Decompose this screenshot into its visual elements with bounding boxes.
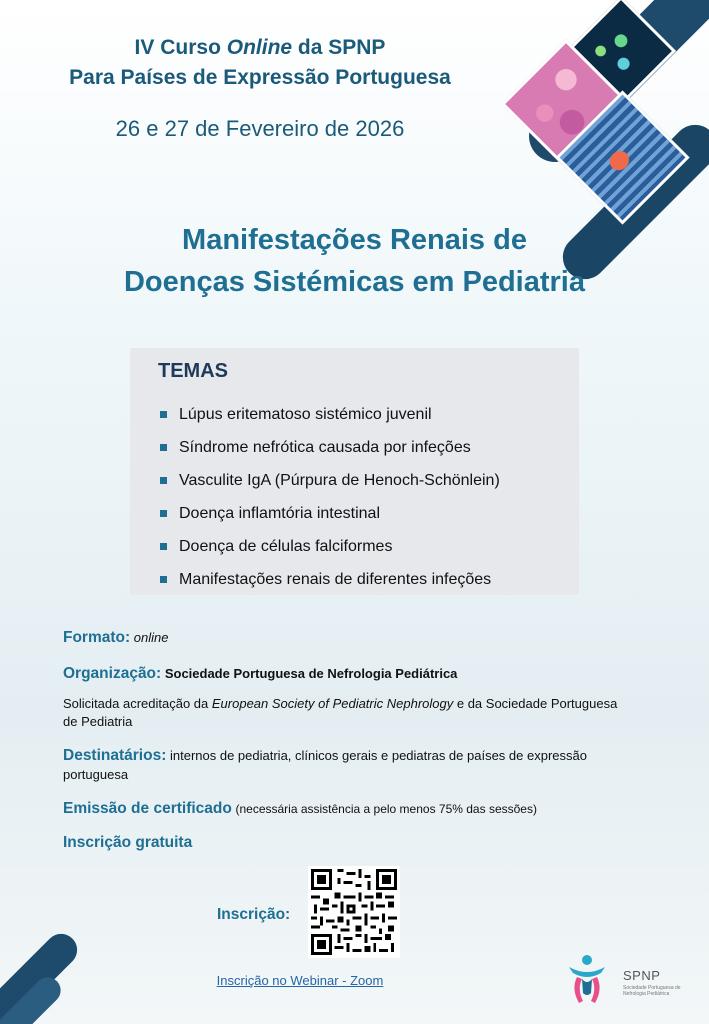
bullet-icon [160, 477, 167, 484]
theme-text: Vasculite IgA (Púrpura de Henoch-Schönlein) [179, 471, 500, 489]
theme-item [160, 431, 500, 464]
theme-text: Doença inflamtória intestinal [179, 504, 380, 522]
formato-label: Formato: [63, 629, 131, 646]
logo-subtitle: Sociedade Portuguesa de Nefrologia Pediátrica [623, 985, 681, 997]
spnp-logo-icon [567, 953, 607, 1007]
theme-item [160, 530, 500, 563]
acreditacao-pre: Solicitada acreditação da [63, 696, 212, 711]
inscricao-gratuita-label: Inscrição gratuita [63, 834, 193, 851]
acreditacao-text [63, 695, 617, 731]
course-title-pre: IV Curso [134, 36, 227, 59]
logo-name: SPNP [623, 968, 661, 983]
inscricao-gratuita [63, 834, 192, 852]
registration-qr-code[interactable] [308, 866, 400, 958]
themes-box [130, 348, 579, 595]
bullet-icon [160, 576, 167, 583]
theme-item [160, 497, 500, 530]
theme-item [160, 563, 500, 596]
formato-value: online [133, 630, 169, 645]
certificado-label: Emissão de certificado [63, 800, 232, 817]
formato-row [63, 629, 169, 647]
organizacao-label: Organização: [63, 665, 162, 682]
course-title-online: Online [226, 36, 293, 59]
zoom-webinar-link[interactable]: Inscrição no Webinar - Zoom [216, 973, 384, 988]
theme-text: Manifestações renais de diferentes infeções [179, 570, 492, 588]
destinatarios-row [63, 746, 587, 784]
certificado-row [63, 800, 537, 818]
course-date: 26 e 27 de Fevereiro de 2026 [115, 116, 405, 141]
acreditacao-espn: European Society of Pediatric Nephrology [211, 696, 454, 711]
registration-label: Inscrição: [217, 906, 291, 923]
bullet-icon [160, 543, 167, 550]
certificado-value: (necessária assistência a pelo menos 75% das sessões) [235, 802, 537, 816]
main-title-line1: Manifestações Renais de [182, 224, 527, 256]
destinatarios-label: Destinatários: [63, 747, 167, 764]
theme-text: Lúpus eritematoso sistémico juvenil [179, 405, 432, 423]
course-title-post: da SPNP [292, 36, 386, 59]
bullet-icon [160, 411, 167, 418]
organizacao-row [63, 665, 457, 683]
theme-text: Doença de células falciformes [179, 537, 393, 555]
theme-item [160, 398, 500, 431]
bullet-icon [160, 444, 167, 451]
acreditacao-post: e da Sociedade Portuguesa [453, 696, 618, 711]
themes-heading: TEMAS [158, 360, 228, 382]
theme-text: Síndrome nefrótica causada por infeções [179, 438, 471, 456]
qr-code-icon [311, 869, 397, 955]
themes-list [160, 398, 500, 596]
course-title-line1 [0, 36, 520, 60]
acreditacao-line2: de Pediatria [63, 714, 133, 729]
main-title-line2: Doenças Sistémicas em Pediatria [123, 266, 585, 298]
destinatarios-value: internos de pediatria, clínicos gerais e pediatras de países de expressão [170, 748, 587, 763]
theme-item [160, 464, 500, 497]
organizacao-value: Sociedade Portuguesa de Nefrologia Pediátrica [164, 666, 458, 681]
destinatarios-line2: portuguesa [63, 767, 129, 782]
course-title-line2: Para Países de Expressão Portuguesa [69, 66, 451, 89]
bullet-icon [160, 510, 167, 517]
